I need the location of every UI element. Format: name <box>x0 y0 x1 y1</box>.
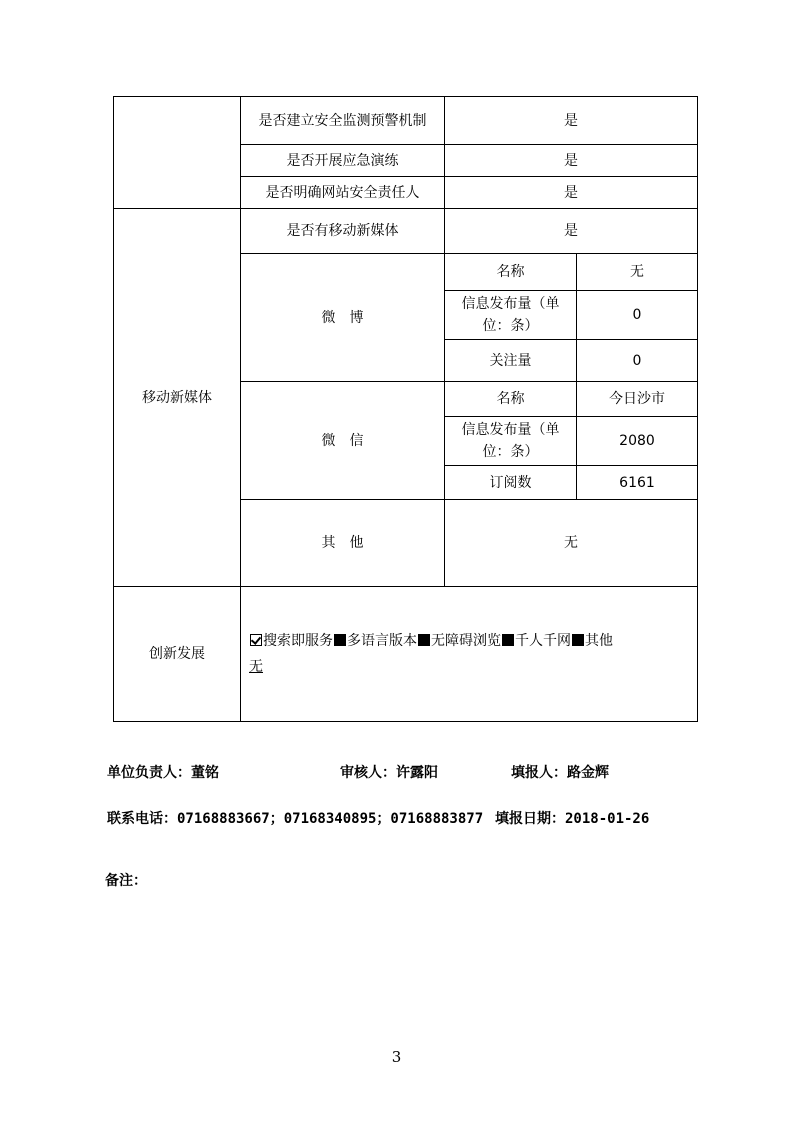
checkbox-icon[interactable] <box>502 634 514 646</box>
weibo-name-value: 无 <box>577 254 698 291</box>
unit-head: 单位负责人：董铭 <box>107 765 219 781</box>
weixin-posts-value: 2080 <box>577 417 698 466</box>
has-media-label: 是否有移动新媒体 <box>241 209 445 254</box>
weixin-subs-label: 订阅数 <box>445 466 577 500</box>
filler: 填报人：路金辉 <box>511 765 609 781</box>
page-number: 3 <box>391 1048 402 1066</box>
checked-box-icon[interactable] <box>250 634 262 646</box>
other-text: 无 <box>249 659 263 675</box>
option-other: 其他 <box>585 633 613 649</box>
weibo-posts-value: 0 <box>577 291 698 340</box>
weibo-followers-label: 关注量 <box>445 340 577 382</box>
weibo-name-label: 名称 <box>445 254 577 291</box>
reviewer: 审核人：许露阳 <box>340 765 438 781</box>
contact-phone: 联系电话：07168883667；07168340895；07168883877 <box>107 811 484 827</box>
option-search-service: 搜索即服务 <box>263 633 333 649</box>
emergency-drill-value: 是 <box>445 145 698 177</box>
weixin-name-value: 今日沙市 <box>577 382 698 417</box>
emergency-drill-label: 是否开展应急演练 <box>241 145 445 177</box>
weixin-label: 微 信 <box>241 382 445 500</box>
checkbox-icon[interactable] <box>418 634 430 646</box>
weixin-subs-value: 6161 <box>577 466 698 500</box>
weixin-name-label: 名称 <box>445 382 577 417</box>
other-media-value: 无 <box>445 500 698 587</box>
security-officer-value: 是 <box>445 177 698 209</box>
monitoring-warning-label: 是否建立安全监测预警机制 <box>241 97 445 145</box>
security-officer-label: 是否明确网站安全责任人 <box>241 177 445 209</box>
option-accessibility: 无障碍浏览 <box>431 633 501 649</box>
innovation-label: 创新发展 <box>114 587 241 722</box>
monitoring-warning-value: 是 <box>445 97 698 145</box>
report-table <box>113 96 698 722</box>
weibo-followers-value: 0 <box>577 340 698 382</box>
weibo-label: 微 博 <box>241 254 445 382</box>
checkbox-icon[interactable] <box>572 634 584 646</box>
option-personalized: 千人千网 <box>515 633 571 649</box>
other-media-label: 其 他 <box>241 500 445 587</box>
fill-date: 填报日期：2018-01-26 <box>495 811 650 827</box>
remarks-label: 备注： <box>105 873 147 889</box>
weibo-posts-label: 信息发布量（单位：条） <box>445 291 577 340</box>
innovation-options <box>241 587 698 722</box>
checkbox-icon[interactable] <box>334 634 346 646</box>
option-multilingual: 多语言版本 <box>347 633 417 649</box>
media-section-label: 移动新媒体 <box>114 209 241 587</box>
weixin-posts-label: 信息发布量（单位：条） <box>445 417 577 466</box>
security-section-cell <box>114 97 241 209</box>
has-media-value: 是 <box>445 209 698 254</box>
